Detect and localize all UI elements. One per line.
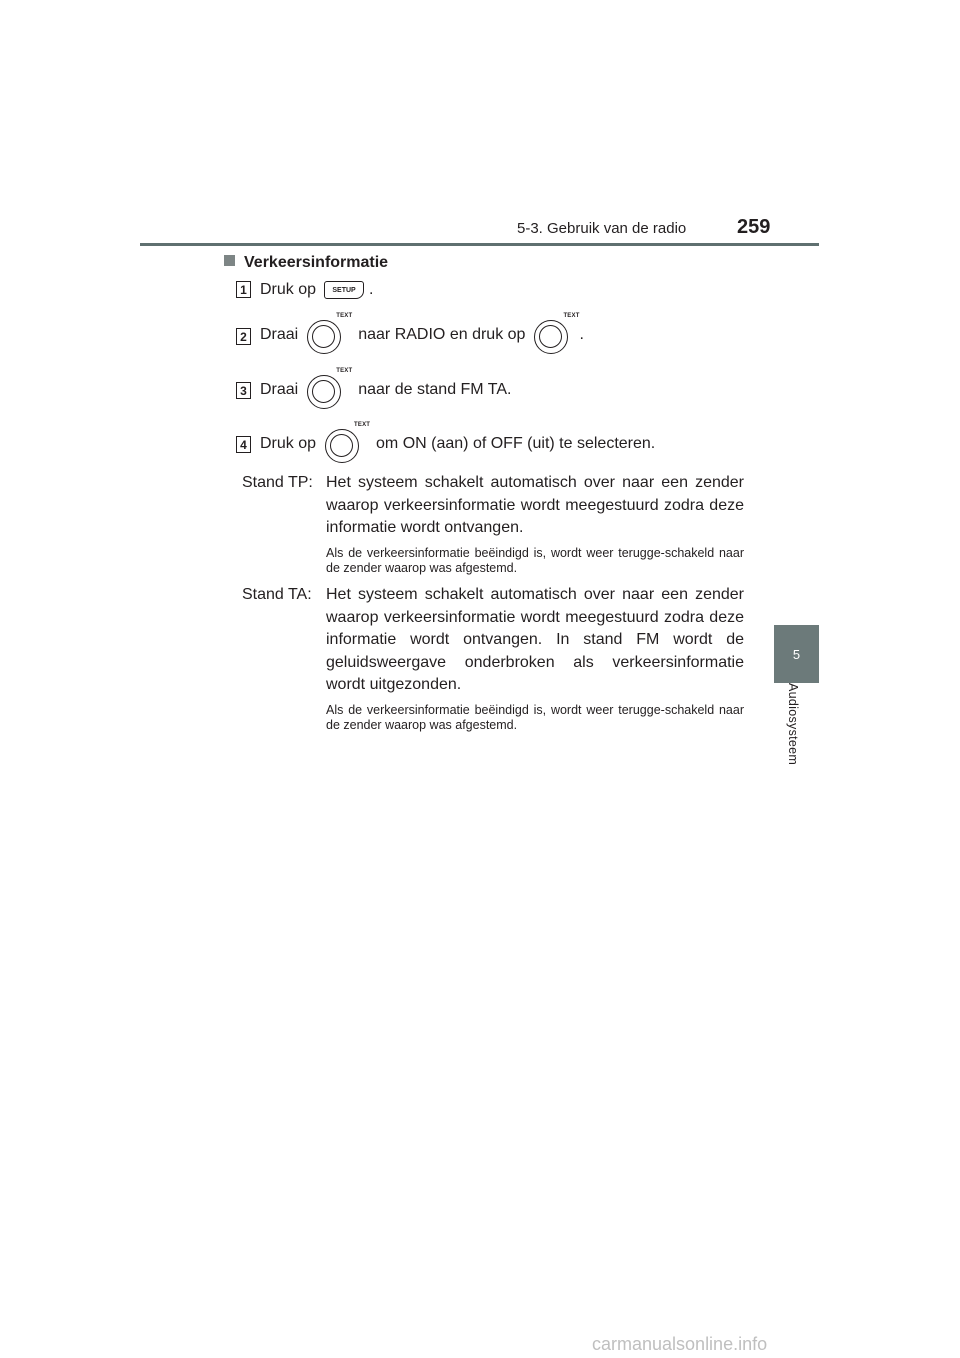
- tune-knob-icon: [305, 313, 353, 354]
- step-3: [260, 368, 512, 409]
- tune-knob-icon: [305, 368, 353, 409]
- step-2-text-c: .: [579, 326, 584, 343]
- step-1: [260, 281, 373, 299]
- step-2-text-b: naar RADIO en druk op: [358, 326, 526, 343]
- section-title-text: Verkeersinformatie: [244, 254, 389, 271]
- step-4-text-b: om ON (aan) of OFF (uit) te selecteren.: [376, 435, 656, 452]
- knob-icon-label: TEXT: [563, 313, 580, 319]
- chapter-title: Audiosysteem: [786, 683, 800, 766]
- step-2: [260, 313, 584, 354]
- mode-text-tp: Het systeem schakelt automatisch over naar een zender waarop verkeersinformatie wordt meegestuurd zodra deze informatie wordt ontvangen.: [326, 474, 744, 536]
- mode-label-tp: Stand TP:: [242, 474, 313, 491]
- step-badge-1: 1: [236, 281, 251, 298]
- bullet-square-icon: [224, 255, 235, 266]
- mode-text-ta: Het systeem schakelt automatisch over naar een zender waarop verkeersinformatie wordt meegestuurd zodra deze informatie wordt ontvangen. In stand FM wordt de geluidsweergave onderbroken als verkeersinformatie wordt uitgezonden.: [326, 586, 744, 693]
- step-badge-3: 3: [236, 382, 251, 399]
- step-1-text-a: Druk op: [260, 281, 317, 298]
- step-badge-2: 2: [236, 328, 251, 345]
- step-badge-4: 4: [236, 436, 251, 453]
- step-3-text-a: Draai: [260, 381, 299, 398]
- step-3-text-b: naar de stand FM TA.: [358, 381, 512, 398]
- section-title: [224, 254, 388, 272]
- chapter-number: 5: [792, 646, 801, 662]
- setup-button-icon: [324, 281, 364, 299]
- step-1-text-b: .: [369, 281, 374, 298]
- knob-icon-label: TEXT: [336, 368, 353, 374]
- tune-knob-icon: [323, 422, 371, 463]
- mode-label-ta: Stand TA:: [242, 586, 312, 603]
- step-2-text-a: Draai: [260, 326, 299, 343]
- knob-icon-label: TEXT: [336, 313, 353, 319]
- mode-note-ta: Als de verkeersinformatie beëindigd is, wordt weer terugge-schakeld naar de zender waarop was afgestemd.: [326, 703, 744, 732]
- step-4-text-a: Druk op: [260, 435, 317, 452]
- knob-icon-label: TEXT: [354, 422, 371, 428]
- page-number: 259: [737, 216, 771, 238]
- mode-note-tp: Als de verkeersinformatie beëindigd is, wordt weer terugge-schakeld naar de zender waarop was afgestemd.: [326, 546, 744, 575]
- chapter-tab-number: [774, 625, 819, 683]
- tune-knob-icon: [532, 313, 580, 354]
- setup-icon-label: SETUP: [332, 287, 356, 294]
- chapter-tab-label: [774, 683, 819, 785]
- running-header-section: 5-3. Gebruik van de radio: [517, 220, 687, 237]
- watermark: carmanualsonline.info: [592, 1334, 768, 1354]
- step-4: [260, 422, 656, 463]
- header-rule: [140, 243, 819, 246]
